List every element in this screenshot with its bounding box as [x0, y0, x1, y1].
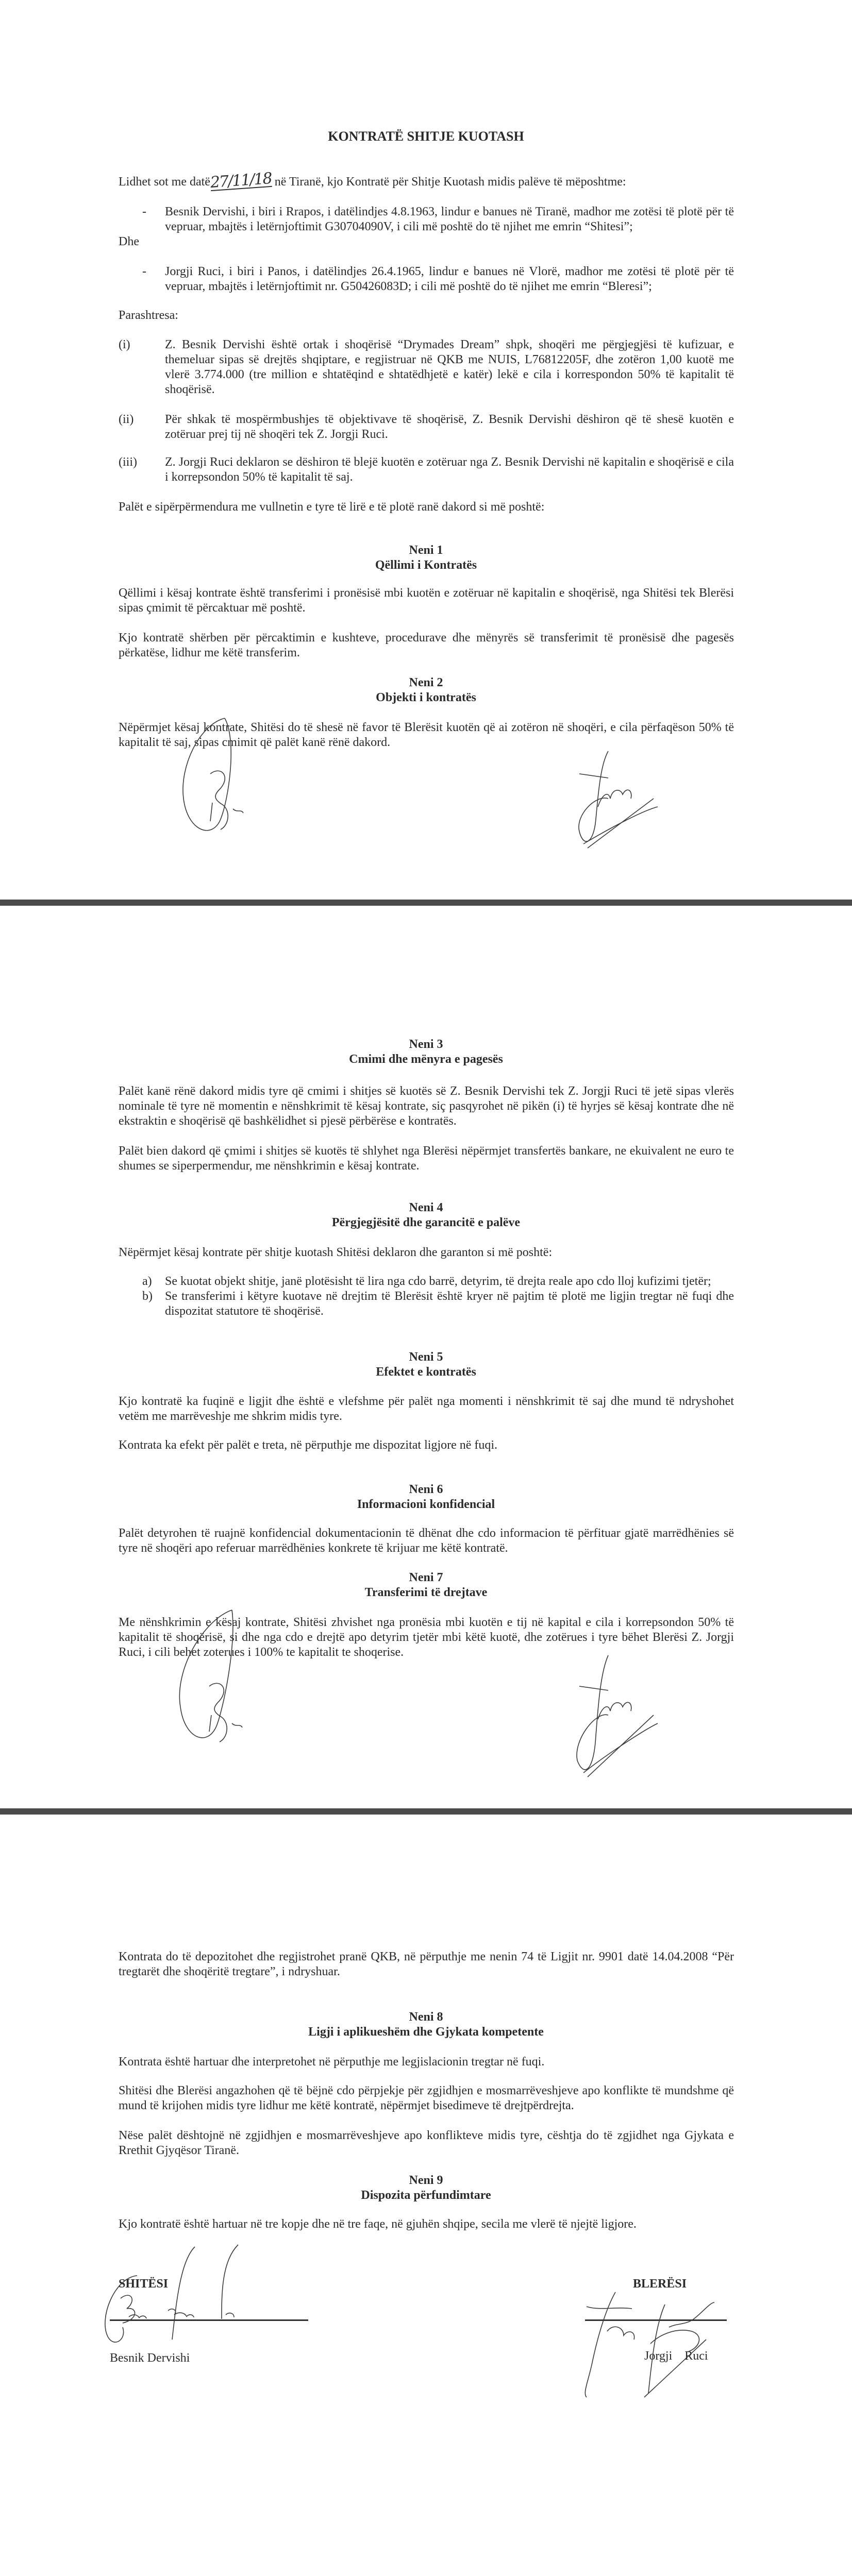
recital-iii: Z. Jorgji Ruci deklaron se dëshiron të blejë kuotën e zotëruar nga Z. Besnik Dervishi në kapitalin e shoqërisë e cila i korrepsondon 50% të kapitalit të saj.: [165, 455, 734, 484]
article-9-number: Neni 9: [409, 2174, 443, 2187]
buyer-initials-signature: [546, 1653, 670, 1785]
party-seller: Besnik Dervishi, i biri i Rrapos, i datëlindjes 4.8.1963, lindur e banues në Tiranë, madhor me zotësi të plotë për të vepruar, mbajtës i letërnjoftimit G30704090V, i cili më poshtë do të njihet me emrin “Shitesi”;: [165, 205, 734, 233]
recital-ii: Për shkak të mospërmbushjes të objektivave të shoqërisë, Z. Besnik Dervishi dëshiron që të shesë kuotën e zotëruar prej tij në shoqëri tek Z. Jorgji Ruci.: [165, 413, 734, 441]
party-buyer: Jorgji Ruci, i biri i Panos, i datëlindjes 26.4.1965, lindur e banues në Vlorë, madhor me zotësi të plotë për të vepruar, mbajtës i letërnjoftimit nr. G50426083D; i cili më poshtë do të njihet me emrin “Bleresi”;: [165, 265, 734, 293]
article-9-paragraph: Kjo kontratë është hartuar në tre kopje dhe në tre faqe, në gjuhën shqipe, secila me vlerë të njejtë ligjore.: [119, 2217, 637, 2231]
buyer-name: Jorgji Ruci: [644, 2349, 708, 2363]
article-8-paragraph: Shitësi dhe Blerësi angazhohen që të bëjnë cdo përpjekje për zgjidhjen e mosmarrëveshjeve apo konflikte të mundshme që mund të krijohen midis tyre lidhur me këtë kontratë, nëpërmjet bisedimeve të drejtpërdrejta.: [119, 2084, 734, 2112]
article-4-number: Neni 4: [409, 1201, 443, 1214]
party-marker: -: [142, 205, 146, 218]
party-marker: -: [142, 265, 146, 278]
article-1-number: Neni 1: [409, 544, 443, 557]
article-7-number: Neni 7: [409, 1571, 443, 1584]
buyer-initials-signature: [546, 749, 670, 852]
agreement-line: Palët e sipërpërmendura me vullnetin e tyre të lirë e të plotë ranë dakord si më poshtë:: [119, 500, 545, 514]
seller-label: SHITËSI: [119, 2277, 169, 2291]
page-break: [0, 1808, 852, 1815]
party-row: [119, 264, 734, 294]
article-2-heading: Objekti i kontratës: [376, 691, 476, 704]
intro-text-before: Lidhet sot me datë: [119, 175, 210, 189]
article-3-paragraph: Palët kanë rënë dakord midis tyre që cmimi i shitjes së kuotës së Z. Besnik Dervishi tek Z. Jorgji Ruci të jetë sipas vlerës nominale të tyre në momentin e nënshkrimit të kësaj kontrate, siç pasqyrohet në pikën (i) të hyrjes së kësaj kontrate dhe në ekstraktin e shoqërisë që bashkëlidhet si pjesë përbërëse e kontratës.: [119, 1084, 734, 1128]
article-7-registration-paragraph: Kontrata do të depozitohet dhe regjistrohet pranë QKB, në përputhje me nenin 74 të Ligjit nr. 9901 datë 14.04.2008 “Për tregtarët dhe shoqëritë tregtare”, i ndryshuar.: [119, 1950, 734, 1978]
article-9-heading: Dispozita përfundimtare: [361, 2189, 491, 2202]
page-2-initials: [0, 1660, 852, 1808]
guarantee-row: [119, 1289, 734, 1319]
recital-marker: (ii): [119, 413, 134, 426]
recital-row: [119, 412, 734, 442]
page-break: [0, 900, 852, 906]
list-marker: a): [142, 1275, 152, 1288]
article-7-heading: Transferimi të drejtave: [364, 1586, 488, 1599]
recital-marker: (iii): [119, 455, 137, 469]
list-marker: b): [142, 1290, 153, 1303]
seller-full-signature: [98, 2245, 279, 2348]
article-3-paragraph: Palët bien dakord që çmimi i shitjes së kuotës të shlyhet nga Blerësi nëpërmjet transfertës bankare, ne ekuivalent ne euro te shumes se siperpermendur, me nënshkrimin e kësaj kontrate.: [119, 1144, 734, 1173]
buyer-full-signature: [582, 2290, 739, 2401]
article-1-paragraph: Kjo kontratë shërben për përcaktimin e kushteve, procedurave dhe mënyrës së transferimit të pronësisë dhe pagesës përkatëse, lidhur me këtë transferim.: [119, 631, 734, 659]
party-row: [119, 205, 734, 234]
page-1-initials: [0, 750, 852, 900]
article-8-number: Neni 8: [409, 2010, 443, 2024]
and-word: Dhe: [119, 235, 139, 248]
article-7-paragraph: Me nënshkrimin e kësaj kontrate, Shitësi zhvishet nga pronësia mbi kuotën e tij në kapital e cila i korrepsondon 50% të kapitalit të shoqërisë, si dhe nga cdo e drejtë apo detyrim tjetër mbi këtë kuotë, dhe zotërues i tyre bëhet Blerësi Z. Jorgji Ruci, i cili behet zoterues i 100% te kapitalit te shoqerise.: [119, 1616, 734, 1659]
article-3-number: Neni 3: [409, 1038, 443, 1051]
intro-paragraph: [119, 169, 734, 192]
guarantee-item: Se transferimi i këtyre kuotave në drejtim të Blerësit është kryer në pajtim të plotë me ligjin tregtar në fuqi dhe dispozitat statutore të shoqërisë.: [165, 1290, 734, 1318]
recitals-label: Parashtresa:: [119, 309, 178, 322]
seller-initials-signature: [170, 1608, 269, 1748]
article-6-heading: Informacioni konfidencial: [357, 1498, 495, 1511]
buyer-label: BLERËSI: [633, 2277, 687, 2291]
intro-text-after: në Tiranë, kjo Kontratë për Shitje Kuotash midis palëve të mëposhtme:: [274, 175, 626, 189]
handwritten-date: 27/11/18: [209, 169, 272, 192]
article-5-number: Neni 5: [409, 1350, 443, 1364]
article-8-heading: Ligji i aplikueshëm dhe Gjykata kompetente: [308, 2025, 544, 2039]
document-title: KONTRATË SHITJE KUOTASH: [328, 129, 524, 144]
article-1-paragraph: Qëllimi i kësaj kontrate është transferimi i pronësisë mbi kuotën e zotëruar në kapitalin e shoqërisë, nga Shitësi tek Blerësi sipas çmimit të përcaktuar më poshtë.: [119, 586, 734, 615]
article-8-paragraph: Kontrata është hartuar dhe interpretohet në përputhje me legjislacionin tregtar në fuqi.: [119, 2055, 545, 2069]
recital-marker: (i): [119, 338, 130, 351]
recital-row: [119, 455, 734, 485]
article-2-number: Neni 2: [409, 676, 443, 689]
recital-row: [119, 337, 734, 397]
article-5-heading: Efektet e kontratës: [376, 1365, 476, 1379]
signature-block: [0, 2277, 852, 2380]
guarantee-item: Se kuotat objekt shitje, janë plotësisht të lira nga cdo barrë, detyrim, të drejta reale apo cdo lloj kufizimi tjetër;: [165, 1275, 711, 1288]
seller-name: Besnik Dervishi: [110, 2351, 190, 2365]
article-6-paragraph: Palët detyrohen të ruajnë konfidencial dokumentacionin të dhënat dhe cdo informacion të përfituar gjatë marrëdhënies së tyre në shoqëri apo referuar marrëdhënies konkrete të krijuar me këtë kontratë.: [119, 1527, 734, 1555]
article-5-paragraph: Kontrata ka efekt për palët e treta, në përputhje me dispozitat ligjore në fuqi.: [119, 1438, 498, 1452]
article-4-heading: Përgjegjësitë dhe garancitë e palëve: [331, 1216, 521, 1229]
article-1-heading: Qëllimi i Kontratës: [375, 558, 477, 572]
article-4-paragraph: Nëpërmjet kësaj kontrate për shitje kuotash Shitësi deklaron dhe garanton si më poshtë:: [119, 1246, 553, 1259]
article-8-paragraph: Nëse palët dështojnë në zgjidhjen e mosmarrëveshjeve apo konflikteve midis tyre, cështja do të zgjidhet nga Gjykata e Rrethit Gjyqësor Tiranë.: [119, 2129, 734, 2157]
article-6-number: Neni 6: [409, 1483, 443, 1496]
article-2-paragraph: Nëpërmjet kësaj kontrate, Shitësi do të shesë në favor të Blerësit kuotën që ai zotëron në shoqëri, e cila përfaqëson 50% të kapitalit të saj, sipas cmimit që palët kanë rënë dakord.: [119, 721, 734, 749]
guarantee-row: [119, 1274, 734, 1289]
seller-initials-signature: [175, 716, 274, 840]
article-5-paragraph: Kjo kontratë ka fuqinë e ligjit dhe është e vlefshme për palët nga momenti i nënshkrimit të saj dhe mund të ndryshohet vetëm me marrëveshje me shkrim midis tyre.: [119, 1395, 734, 1423]
recital-i: Z. Besnik Dervishi është ortak i shoqërisë “Drymades Dream” shpk, shoqëri me përgjegjësi të kufizuar, e themeluar sipas së drejtës shqiptare, e regjistruar në QKB me NUIS, L76812205F, dhe zotëron 1,00 kuotë me vlerë 3.774.000 (tre million e shtatëqind e shtatëdhjetë e katër) lekë e cila i korrespondon 50% të kapitalit të shoqërisë.: [165, 338, 734, 396]
article-3-heading: Cmimi dhe mënyra e pagesës: [349, 1053, 503, 1066]
